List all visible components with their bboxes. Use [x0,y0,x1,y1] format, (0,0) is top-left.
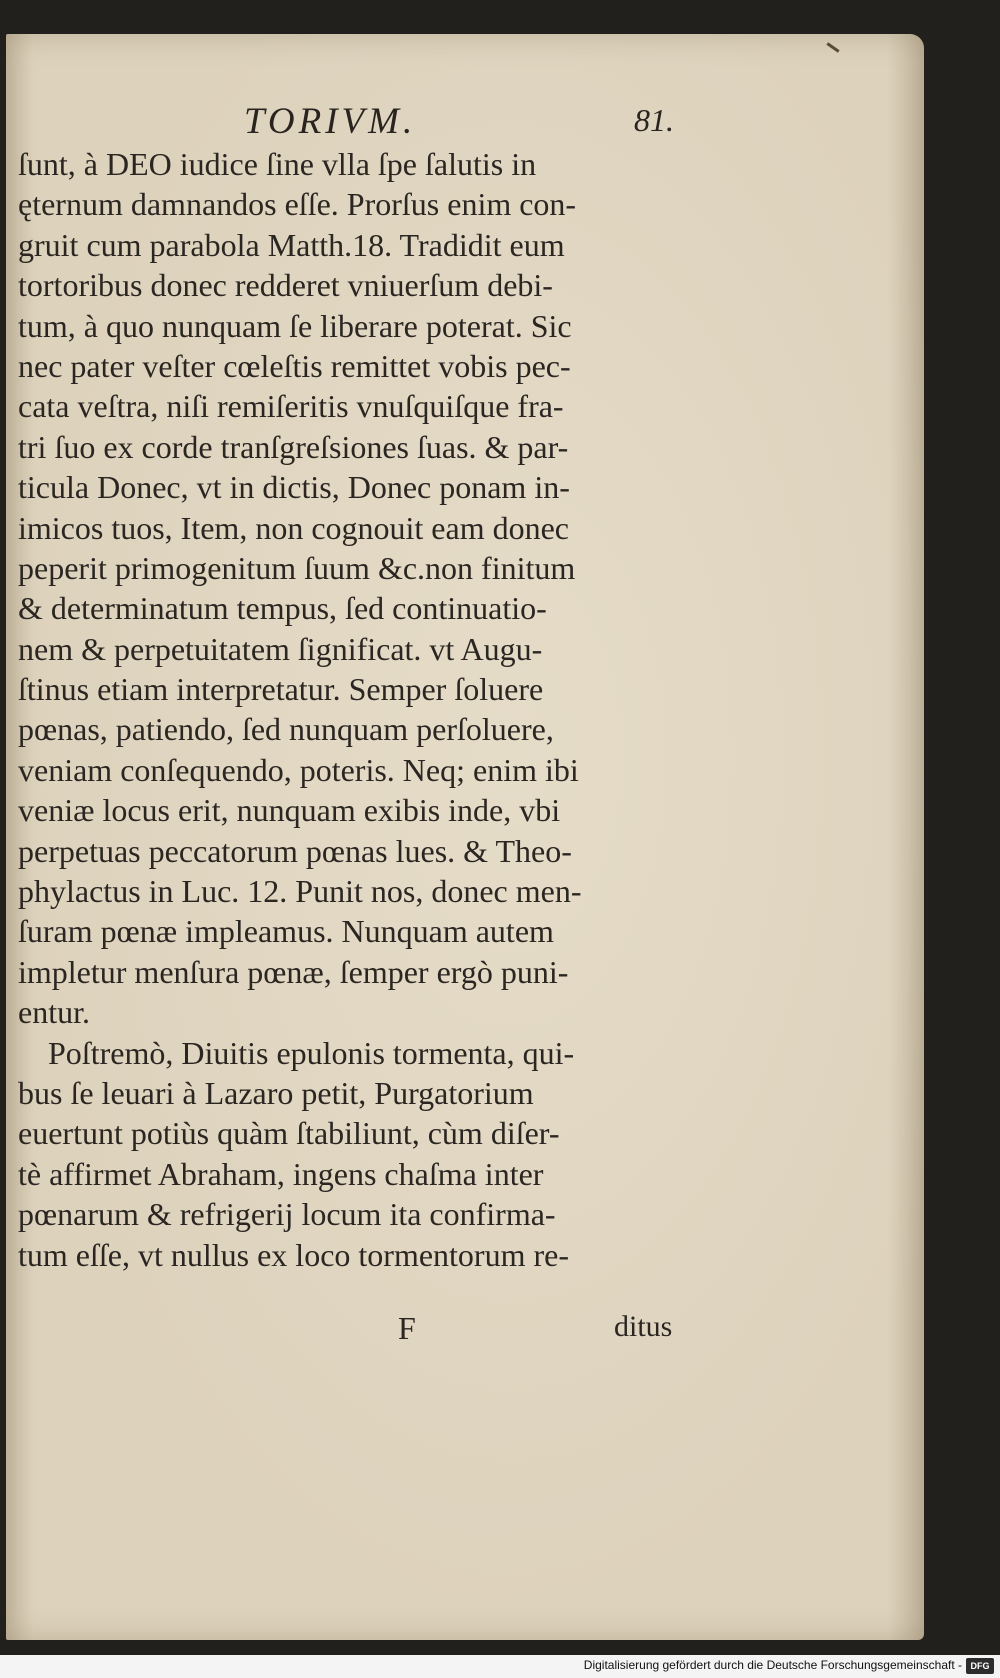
text-line: pœnas, patiendo, ſed nunquam perſoluere, [18,711,554,748]
text-line: tum, à quo nunquam ſe liberare poterat. Sic [18,307,572,344]
text-line: imicos tuos, Item, non cognouit eam donec [18,509,569,546]
text-line: veniæ locus erit, nunquam exibis inde, vbi [18,792,561,829]
text-line: pœnarum & refrigerij locum ita confirma- [18,1196,556,1233]
text-line: gruit cum parabola Matth.18. Tradidit eum [18,226,565,263]
text-line: ſuram pœnæ impleamus. Nunquam autem [18,913,554,950]
folio-number: 81. [634,102,674,138]
text-line: nem & perpetuitatem ſignificat. vt Augu- [18,630,543,667]
page-footer [6,1310,924,1360]
paragraph-start-line: Poſtremò, Diuitis epulonis tormenta, qui- [48,1034,575,1071]
text-line: phylactus in Luc. 12. Punit nos, donec men- [18,873,582,910]
credit-bar [0,1655,1000,1678]
signature-mark: F [398,1310,416,1346]
text-line: nec pater veſter cœleſtis remittet vobis pec- [18,347,571,384]
text-line: ſtinus etiam interpretatur. Semper ſoluere [18,671,544,708]
text-line: tum eſſe, vt nullus ex loco tormentorum re- [18,1236,569,1273]
text-line: bus ſe leuari à Lazaro petit, Purgatorium [18,1074,534,1111]
running-head: TORIVM. [244,101,417,142]
text-line: perpetuas peccatorum pœnas lues. & Theo- [18,832,572,869]
page-mark [826,42,839,52]
text-line: cata veſtra, niſi remiſeritis vnuſquiſque fra- [18,388,564,425]
text-line: tri ſuo ex corde tranſgreſsiones ſuas. & par- [18,428,569,465]
text-line: euertunt potiùs quàm ſtabiliunt, cùm diſer- [18,1115,560,1152]
text-line: veniam conſequendo, poteris. Neq; enim ibi [18,751,579,788]
text-line: ticula Donec, vt in dictis, Donec ponam in- [18,469,570,506]
page-header [6,100,924,150]
text-line: impletur menſura pœnæ, ſemper ergò puni- [18,953,569,990]
text-line: peperit primogenitum ſuum &c.non finitum [18,549,576,586]
catchword: ditus [614,1310,673,1343]
body-text [18,144,698,1275]
dfg-logo-icon: DFG [966,1658,994,1674]
text-line: tortoribus donec redderet vniuerſum debi- [18,267,553,304]
funding-credit: Digitalisierung gefördert durch die Deutsche Forschungsgemeinschaft - [583,1658,962,1672]
text-line: ęternum damnandos eſſe. Prorſus enim con- [18,186,577,223]
text-line: tè affirmet Abraham, ingens chaſma inter [18,1155,544,1192]
text-line: entur. [18,994,90,1031]
text-line: & determinatum tempus, ſed continuatio- [18,590,547,627]
text-line: ſunt, à DEO iudice ſine vlla ſpe ſalutis in [18,146,537,182]
